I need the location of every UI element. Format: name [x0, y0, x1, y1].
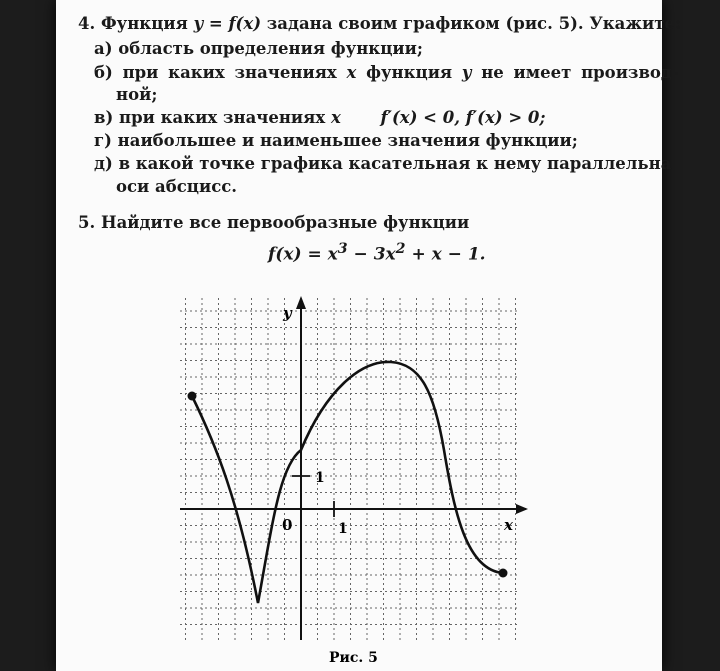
- problem-5-text: Найдите все первообразные функции: [100, 213, 470, 232]
- grid-lines: [180, 298, 520, 640]
- item-text: функция: [366, 63, 453, 82]
- item-marker: а): [94, 39, 113, 58]
- item-text: не имеет производ-: [481, 63, 679, 82]
- problem-4-lead: Функция: [100, 14, 188, 33]
- y-axis-label: y: [283, 304, 292, 322]
- formula-part: f(x) = x: [268, 244, 338, 265]
- item-marker: г): [94, 131, 112, 150]
- x-axis-arrow-icon: [516, 504, 528, 514]
- textbook-page: [56, 0, 682, 671]
- function-curve: [192, 362, 503, 603]
- origin-label: 0: [282, 516, 293, 534]
- item-text: область определения функции;: [118, 39, 423, 58]
- formula-part: + x − 1.: [405, 244, 486, 265]
- formula-part: − 3x: [347, 244, 396, 265]
- right-endpoint: [499, 569, 508, 578]
- problem-4-number: 4.: [78, 14, 96, 33]
- formula-exponent: 2: [395, 241, 406, 257]
- item-text: при каких значениях: [119, 108, 326, 127]
- item-text: в какой точке графика касательная к нему параллельна: [118, 154, 672, 173]
- item-marker: д): [94, 154, 113, 173]
- item-condition: f′(x) < 0, f′(x) > 0;: [380, 108, 546, 127]
- item-marker: б): [94, 63, 113, 82]
- problem-5-number: 5.: [78, 213, 96, 232]
- figure-caption: Рис. 5: [329, 650, 378, 666]
- item-marker: в): [94, 108, 114, 127]
- item-variable: x: [330, 108, 341, 127]
- x-axis-label: x: [504, 516, 513, 534]
- problem-4-lead-rest: задана своим графиком (рис. 5). Укажите:: [266, 14, 682, 33]
- item-text: наибольшее и наименьшее значения функции;: [117, 131, 578, 150]
- unit-y-label: 1: [315, 470, 325, 486]
- unit-x-label: 1: [338, 521, 348, 537]
- item-variable: x: [346, 63, 357, 82]
- problem-4-function: y = f(x): [193, 14, 262, 33]
- item-text: оси абсцисс.: [116, 177, 238, 196]
- formula-exponent: 3: [337, 241, 348, 257]
- item-variable: y: [461, 63, 472, 82]
- item-text: ной;: [116, 85, 158, 104]
- item-text: при каких значениях: [122, 63, 337, 82]
- function-graph: [56, 0, 662, 671]
- left-endpoint: [188, 392, 197, 401]
- y-axis-arrow-icon: [296, 296, 306, 309]
